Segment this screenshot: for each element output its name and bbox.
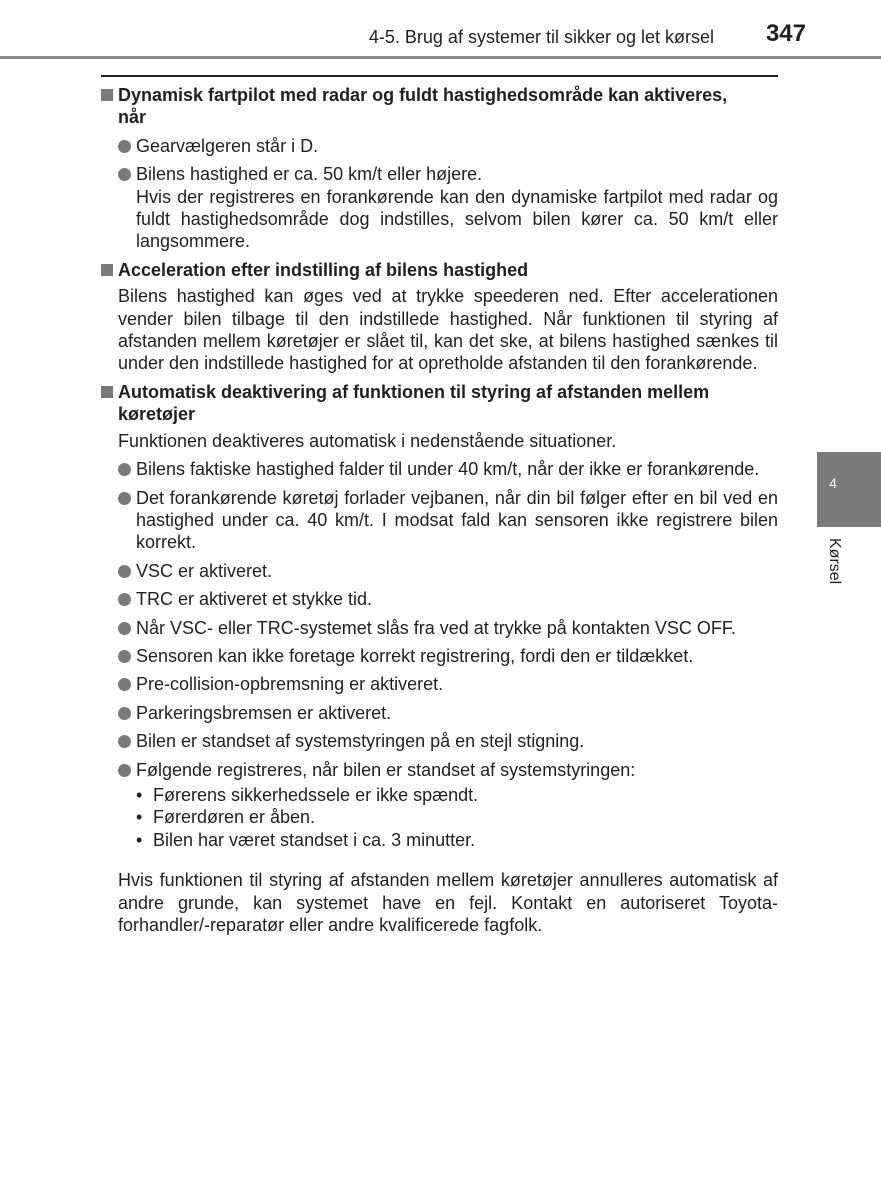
list-item-text: Sensoren kan ikke foretage korrekt registrering, fordi den er tildækket. <box>136 645 694 666</box>
list-item <box>118 702 778 724</box>
circle-bullet-icon <box>118 707 136 724</box>
circle-bullet-icon <box>118 565 136 582</box>
heading-line: Dynamisk fartpilot med radar og fuldt hastighedsområde kan aktiveres, <box>118 85 728 105</box>
list-item <box>118 759 778 781</box>
heading-line: køretøjer <box>118 404 196 425</box>
circle-bullet-icon <box>118 168 136 253</box>
sub-list-item-text: Førerdøren er åben. <box>153 807 316 828</box>
chapter-tab-label-text: Kørsel <box>826 538 843 585</box>
list-item <box>118 673 778 695</box>
circle-bullet-icon <box>118 622 136 639</box>
circle-bullet-icon <box>118 735 136 752</box>
square-bullet-icon <box>101 89 118 129</box>
list-item-text: Bilens faktiske hastighed falder til under 40 km/t, når der ikke er forankørende. <box>136 459 760 480</box>
section-title: 4-5. Brug af systemer til sikker og let kørsel <box>368 27 714 47</box>
header-divider <box>0 56 881 59</box>
circle-bullet-icon <box>118 650 136 667</box>
dot-bullet-icon: • <box>136 807 143 828</box>
list-item <box>118 163 778 253</box>
page-number: 347 <box>765 20 806 47</box>
paragraph: Bilens hastighed kan øges ved at trykke speederen ned. Efter accelerationen vender bilen tilbage til den indstillede hastighed. Når funktionen til styring af afstanden mellem køretøjer er slået til, kan det ske, at bilens hastighed sænkes til under den indstillede hastighed for at opretholde afstanden til den forankørende. <box>118 286 778 374</box>
square-bullet-icon <box>101 264 118 281</box>
section-heading <box>101 84 778 129</box>
sub-list-item <box>136 806 778 828</box>
dot-bullet-icon: • <box>136 784 143 805</box>
circle-bullet-icon <box>118 492 136 554</box>
section-divider <box>101 75 778 77</box>
paragraph: Funktionen deaktiveres automatisk i nedenstående situationer. <box>118 430 617 451</box>
list-item-text: Følgende registreres, når bilen er standset af systemstyringen: <box>136 759 636 780</box>
list-item <box>118 730 778 752</box>
chapter-tab-number: 4 <box>829 475 837 491</box>
list-item <box>118 560 778 582</box>
sub-list-item <box>136 784 778 806</box>
circle-bullet-icon <box>118 678 136 695</box>
paragraph: Hvis funktionen til styring af afstanden mellem køretøjer annulleres automatisk af andre grunde, kan systemet have en fejl. Kontakt en autoriseret Toyota-forhandler/-reparatør eller andre kvalificerede fagfolk. <box>118 870 778 935</box>
list-item <box>118 458 778 480</box>
page-content <box>101 84 778 936</box>
list-item-text: Det forankørende køretøj forlader vejbanen, når din bil følger efter en bil ved en hastighed under ca. 40 km/t. I modsat fald kan sensoren ikke registrere bilen korrekt. <box>136 487 778 553</box>
sub-list-item-text: Bilen har været standset i ca. 3 minutter. <box>153 829 476 850</box>
section-heading <box>101 259 778 281</box>
list-item-text: TRC er aktiveret et stykke tid. <box>136 589 373 610</box>
list-item <box>118 617 778 639</box>
circle-bullet-icon <box>118 463 136 480</box>
list-item-text: Bilens hastighed er ca. 50 km/t eller højere. <box>136 164 483 185</box>
circle-bullet-icon <box>118 140 136 157</box>
section-heading <box>101 381 778 426</box>
chapter-tab-label <box>824 538 842 598</box>
list-item-text: Parkeringsbremsen er aktiveret. <box>136 702 392 723</box>
list-item <box>118 487 778 554</box>
list-item <box>118 588 778 610</box>
list-item <box>118 135 778 157</box>
list-item-text: Pre-collision-opbremsning er aktiveret. <box>136 674 444 695</box>
circle-bullet-icon <box>118 764 136 781</box>
list-item-note: Hvis der registreres en forankørende kan den dynamiske fartpilot med radar og fuldt hastighedsområde dog indstilles, selvom bilen kører ca. 50 km/t eller langsommere. <box>136 186 778 252</box>
list-item <box>118 645 778 667</box>
chapter-tab <box>817 452 881 527</box>
heading-line: Acceleration efter indstilling af bilens hastighed <box>118 259 529 280</box>
list-item-text: Gearvælgeren står i D. <box>136 135 319 156</box>
dot-bullet-icon: • <box>136 829 143 850</box>
sub-list-item-text: Førerens sikkerhedssele er ikke spændt. <box>153 784 479 805</box>
list-item-text: Bilen er standset af systemstyringen på en stejl stigning. <box>136 731 585 752</box>
heading-line: når <box>118 107 147 128</box>
square-bullet-icon <box>101 386 118 426</box>
heading-line: Automatisk deaktivering af funktionen til styring af afstanden mellem <box>118 381 710 402</box>
list-item-text: Når VSC- eller TRC-systemet slås fra ved at trykke på kontakten VSC OFF. <box>136 617 736 638</box>
list-item-text: VSC er aktiveret. <box>136 560 273 581</box>
sub-list-item <box>136 829 778 851</box>
circle-bullet-icon <box>118 593 136 610</box>
